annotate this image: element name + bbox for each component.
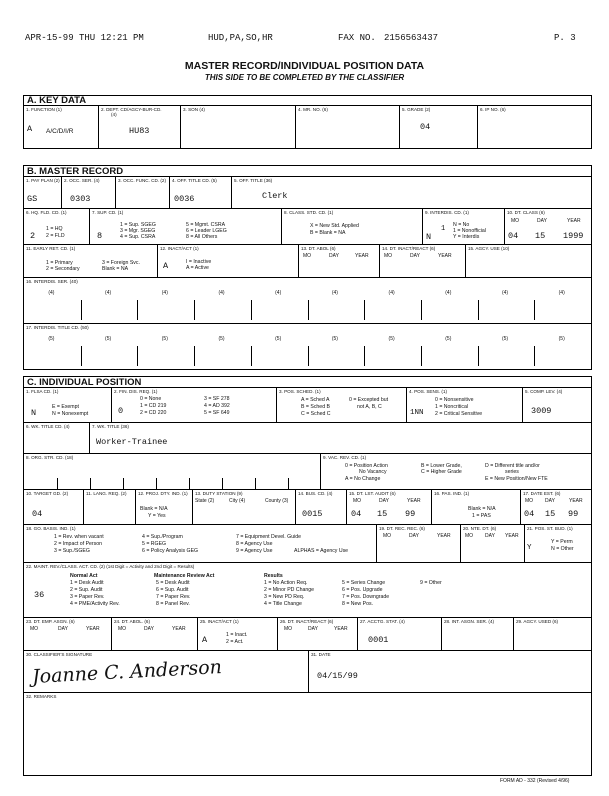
fin-dis-cell[interactable]: 2. FIN. DIS. REQ. (1) 0 0 = None 1 = CD 219 2 = CD 220 3 = SF 278 4 = AD 392 5 = SF 649 xyxy=(112,388,277,423)
wk-title: Worker-Trainee xyxy=(96,437,168,447)
wk-title-code-cell[interactable]: 6. WK. TITLE CD. (4) xyxy=(24,423,90,454)
dept-code-cell[interactable]: 2. DEPT. CD/AGCY-BUR-CD. (4) HU83 xyxy=(99,106,181,148)
occ-series: 0303 xyxy=(70,194,91,204)
off-title: Clerk xyxy=(262,191,288,201)
interdis-ser-slot: (4) xyxy=(445,290,452,296)
nte-dt-cell[interactable]: 20. NTE. DT. (6) MO DAY YEAR xyxy=(461,525,525,563)
function-cell[interactable]: 1. FUNCTION (1) A A/C/D/I/R xyxy=(24,106,99,148)
pay-plan: GS xyxy=(27,194,38,204)
int-asgn-ser-cell[interactable]: 28. INT. ASGN. SER. (4) xyxy=(442,618,514,651)
bus-code-cell[interactable]: 14. BUS. CD. (4) 0015 xyxy=(296,490,347,525)
interdis-title-slot: (5) xyxy=(48,336,55,342)
interdis-title-slot: (5) xyxy=(275,336,282,342)
interdis-title-cell[interactable]: 17. INTERDIS. TITLE CD. (50) (5) (5) (5) (5) (5) (5) (5) (5) (5) (5) xyxy=(24,324,591,369)
son-cell[interactable]: 3. SON (4) xyxy=(181,106,296,148)
org-str-tick xyxy=(156,478,157,489)
slot-divider xyxy=(421,346,422,366)
interdis-title-slot: (5) xyxy=(161,336,168,342)
occ-func-cell[interactable]: 3. OCC. FUNC. CD. (2) xyxy=(116,177,170,209)
inact-code: A xyxy=(163,261,169,271)
pos-sens-code: 1NN xyxy=(410,409,424,417)
slot-divider xyxy=(251,346,252,366)
pos-st-bud-cell[interactable]: 21. POS. ST. BUD. (1) Y Y = Perm N = Other xyxy=(525,525,591,563)
dt-inact-react-c-cell[interactable]: 26. DT. INACT/REACT (6) MO DAY YEAR xyxy=(278,618,358,651)
pos-sched-cell[interactable]: 3. POS. SCHED. (1) A = Sched A B = Sched B C = Sched C 0 = Excepted but not A, B, C xyxy=(277,388,407,423)
dt-abol-cell[interactable]: 13. DT. ABOL (6) MO DAY YEAR xyxy=(299,245,380,278)
pos-sens-cell[interactable]: 4. POS. SENS. (1) 1NN 0 = Nonsensitive 1 = Noncritical 2 = Critical Sensitive xyxy=(407,388,523,423)
pas-ind-cell[interactable]: 16. PAS. IND. (1) Blank = N/A 1 = PAS xyxy=(432,490,521,525)
go-basis-cell[interactable]: 18. GO. BASIS. IND. (1) 1 = Rev. when vacant 2 = Impact of Person 3 = Sup./SGEG 4 = Sup./Program 5 = RGEG 6 = Policy Analysis GEG 7 = Equipment Devel. Guide 8 = Agency Use 9 = Agency Use ALPHAS = Agency Use xyxy=(24,525,377,563)
section-b-master-record xyxy=(23,165,592,370)
flsa-cell[interactable]: 1. FLSA CD. (1) N E = Exempt N = Nonexempt xyxy=(24,388,112,423)
dt-last-audit-cell[interactable]: 15. DT. LST. AUDIT (6) MO DAY YEAR 04 15 99 xyxy=(347,490,432,525)
grade-cell[interactable]: 5. GRADE (2) 04 xyxy=(400,106,478,148)
interdis-title-slot: (5) xyxy=(558,336,565,342)
inact-act-c-cell[interactable]: 25. INACT/ACT (1) A 1 = Inact. 2 = Act. xyxy=(198,618,278,651)
slot-divider xyxy=(308,300,309,320)
slot-divider xyxy=(194,346,195,366)
interdis-title-slot: (5) xyxy=(445,336,452,342)
early-ret-cell[interactable]: 11. EARLY RET. CD. (1) 1 = Primary 2 = Secondary 3 = Foreign Svc. Blank = NA xyxy=(24,245,158,278)
slot-divider xyxy=(81,300,82,320)
off-title-code-cell[interactable]: 4. OFF. TITLE CD. (5) 0036 xyxy=(170,177,232,209)
fax-number-label: FAX NO. xyxy=(338,33,376,43)
slot-divider xyxy=(194,300,195,320)
interdis-ser-slot: (4) xyxy=(48,290,55,296)
hq-fld-cell[interactable]: 6. HQ. FLD. CD. (1) 2 1 = HQ 2 = FLD xyxy=(24,209,90,245)
form-title: MASTER RECORD/INDIVIDUAL POSITION DATA xyxy=(184,60,425,72)
date-est-cell[interactable]: 17. DATE EST. (6) MO DAY YEAR 04 15 99 xyxy=(521,490,591,525)
acctg-stat: 0001 xyxy=(368,635,389,645)
dt-rec-rec-cell[interactable]: 19. DT. REC. REC. (6) MO DAY YEAR xyxy=(377,525,461,563)
interdis-ser-slot: (4) xyxy=(501,290,509,296)
interdis-ser-slot: (4) xyxy=(218,290,225,296)
target-grade-cell[interactable]: 10. TARGET GD. (2) 04 xyxy=(24,490,84,525)
slot-divider xyxy=(364,300,365,320)
slot-divider xyxy=(421,300,422,320)
slot-divider xyxy=(137,346,138,366)
function-options: A/C/D/I/R xyxy=(46,128,74,135)
org-str-tick xyxy=(189,478,190,489)
dept-code: HU83 xyxy=(129,126,150,136)
slot-divider xyxy=(534,346,535,366)
slot-divider xyxy=(534,300,535,320)
slot-divider xyxy=(478,300,479,320)
agcy-used-cell[interactable]: 29. AGCY. USED (6) xyxy=(514,618,591,651)
mr-no-cell[interactable]: 4. MR. NO. (6) xyxy=(296,106,400,148)
org-str-cell[interactable]: 8. ORG. STR. CD. (18) xyxy=(24,454,321,490)
classifier-signature: Joanne C. Anderson xyxy=(31,656,223,688)
interdis-title-slot: (5) xyxy=(331,336,338,342)
org-str-tick xyxy=(255,478,256,489)
fax-datetime: APR-15-99 THU 12:21 PM xyxy=(25,33,144,43)
off-title-code: 0036 xyxy=(174,194,195,204)
interdis-ser-slot: (4) xyxy=(161,290,168,296)
function-code: A xyxy=(27,124,33,134)
comp-lev: 3009 xyxy=(531,406,552,416)
dt-inact-react-cell[interactable]: 14. DT. INACT/REACT (6) MO DAY YEAR xyxy=(380,245,466,278)
section-a-key-data xyxy=(23,95,592,149)
dt-class-mo: 04 xyxy=(508,231,519,241)
interdis-code-cell[interactable]: 9. INTERDIS. CD. (1) N 1 N = No 1 = Nonofficial Y = Interdis xyxy=(423,209,505,245)
bus-code: 0015 xyxy=(302,509,323,519)
org-str-tick xyxy=(288,478,289,489)
interdis-ser-slot: (4) xyxy=(275,290,282,296)
slot-divider xyxy=(478,346,479,366)
vac-rev-cell[interactable]: 9. VAC. REV. CD. (1) 0 = Position Action No Vacancy A = No Change B = Lower Grade, C = Higher Grade D = Different title and/or series E = New Position/New FTE xyxy=(321,454,591,490)
dt-abol-c-cell[interactable]: 24. DT. ABOL. (6) MO DAY YEAR xyxy=(112,618,198,651)
occ-series-cell[interactable]: 2. OCC. SER. (4) 0303 xyxy=(62,177,116,209)
hq-fld-option-1: 1 = HQ xyxy=(46,226,63,232)
target-grade: 04 xyxy=(32,509,43,519)
form-number: FORM AD - 332 (Revised 4/96) xyxy=(500,778,570,784)
hq-fld-option-2: 2 = FLD xyxy=(46,233,65,239)
inact-act-cell[interactable]: 12. INACT/ACT (1) A I = Inactive A = Active xyxy=(158,245,299,278)
flsa-code: N xyxy=(31,408,37,418)
sup-code-cell[interactable]: 7. SUP. CD. (1) 8 1 = Sup. SGEG 3 = Mgr. SGEG 4 = Sup. CSRA 5 = Mgmt. CSRA 6 = Leader LGEG 8 = All Others xyxy=(90,209,282,245)
pos-st-bud-code: Y xyxy=(527,544,532,552)
dt-class-cell[interactable]: 10. DT. CLASS (6) MO DAY YEAR 04 15 1999 xyxy=(505,209,591,245)
fax-page: P. 3 xyxy=(554,33,576,43)
fax-number: 2156563437 xyxy=(384,33,439,43)
form-subtitle: THIS SIDE TO BE COMPLETED BY THE CLASSIFIER xyxy=(204,73,405,82)
interdis-ser-slot: (4) xyxy=(331,290,338,296)
slot-divider xyxy=(251,300,252,320)
hq-fld-code: 2 xyxy=(30,231,36,241)
fax-sender: HUD,PA,SO,HR xyxy=(208,33,273,43)
org-str-tick xyxy=(222,478,223,489)
section-a-heading: A. KEY DATA xyxy=(24,96,591,106)
proj-dty-cell[interactable]: 12. PROJ. DTY. IND. (1) Blank = N/A Y = Yes xyxy=(136,490,193,525)
slot-divider xyxy=(308,346,309,366)
section-b-heading: B. MASTER RECORD xyxy=(24,166,591,177)
slot-divider xyxy=(137,300,138,320)
acctg-stat-cell[interactable]: 27. ACCTG. STAT. (4) 0001 xyxy=(358,618,442,651)
wk-title-cell[interactable]: 7. WK. TITLE (36) Worker-Trainee xyxy=(90,423,591,454)
inact-act-code: A xyxy=(202,635,208,645)
interdis-code: N xyxy=(426,232,432,242)
org-str-tick xyxy=(123,478,124,489)
maint-code: 36 xyxy=(34,590,45,600)
date-value: 04/15/99 xyxy=(317,671,358,681)
interdis-ser-slot: (4) xyxy=(558,290,565,296)
dt-class-year: 1999 xyxy=(563,231,584,241)
signature-cell[interactable]: 30. CLASSIFIER'S SIGNATURE Joanne C. Anderson xyxy=(24,651,309,693)
agcy-use-cell[interactable]: 15. AGCY. USE (10) xyxy=(466,245,591,278)
fin-dis-code: 0 xyxy=(118,406,124,416)
org-str-tick xyxy=(90,478,91,489)
lang-req-cell[interactable]: 11. LANG. REQ. (2) xyxy=(84,490,136,525)
slot-divider xyxy=(81,346,82,366)
date-cell[interactable]: 31. DATE 04/15/99 xyxy=(309,651,591,693)
dt-class-day: 15 xyxy=(535,231,546,241)
org-str-tick xyxy=(57,478,58,489)
section-c-heading: C. INDIVIDUAL POSITION xyxy=(24,377,591,388)
comp-lev-cell[interactable]: 5. COMP. LEV. (4) 3009 xyxy=(523,388,591,423)
maint-rev-cell[interactable]: 22. MAINT. REV./CLASS. ACT. CD. (2) (1st Digit = Activity and 2nd Digit = Results) 36 Normal Act 1 = Desk Audit 2 = Sup. Audit 3 = Paper Rev. 4 = PME/Activity Rev. Maintenance Review Act 5 = Desk Audit 6 = Sup. Audit 7 = Paper Rev. 8 = Panel Rev. Results 1 = No Action Req. 2 = Minor PD Change 3 = New PD Req. 4 = Title Change 5 = Series Change 6 = Pos. Upgrade 7 = Pos. Downgrade 8 = New Pos. 9 = Other xyxy=(24,563,591,618)
off-title-cell[interactable]: 5. OFF. TITLE (36) Clerk xyxy=(232,177,591,209)
pay-plan-cell[interactable]: 1. PAY PLAN (2) GS xyxy=(24,177,62,209)
interdis-ser-slot: (4) xyxy=(105,290,112,296)
sup-code: 8 xyxy=(97,231,103,241)
ip-no-cell[interactable]: 6. IP NO. (6) xyxy=(480,107,506,112)
dt-emp-asgn-cell[interactable]: 23. DT. EMP. ASGN. (6) MO DAY YEAR xyxy=(24,618,112,651)
interdis-title-slot: (5) xyxy=(501,336,509,342)
remarks-cell[interactable]: 32. REMARKS xyxy=(26,694,57,699)
interdis-ser-cell[interactable]: 16. INTERDIS. SER. (40) (4) (4) (4) (4) (4) (4) (4) (4) (4) (4) xyxy=(24,278,591,324)
interdis-ser-slot: (4) xyxy=(388,290,395,296)
interdis-title-slot: (5) xyxy=(388,336,395,342)
interdis-value: 1 xyxy=(441,225,446,233)
duty-station-cell[interactable]: 13. DUTY STATION (9) State (2) City (4) County (3) xyxy=(193,490,296,525)
interdis-title-slot: (5) xyxy=(105,336,112,342)
class-std-cell[interactable]: 8. CLASS. STD. CD. (1) X = New Std. Applied B = Blank = NA xyxy=(282,209,423,245)
interdis-title-slot: (5) xyxy=(218,336,225,342)
section-c-individual-position xyxy=(23,376,592,776)
grade-value: 04 xyxy=(420,122,431,132)
slot-divider xyxy=(364,346,365,366)
